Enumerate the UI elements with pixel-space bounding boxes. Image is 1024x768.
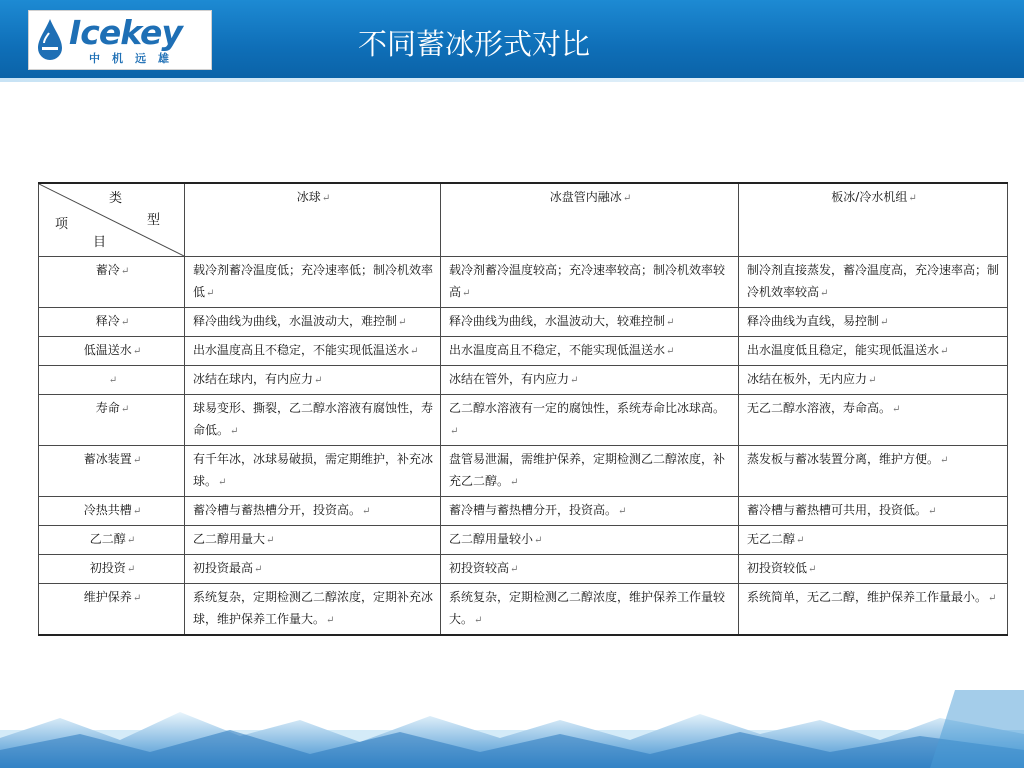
table-cell: 出水温度低且稳定，能实现低温送水↵ <box>739 337 1008 366</box>
table-row <box>39 337 1008 366</box>
table-cell: 释冷曲线为曲线，水温波动大，较难控制↵ <box>441 308 739 337</box>
table-cell: 释冷曲线为直线，易控制↵ <box>739 308 1008 337</box>
table-cell: 系统简单，无乙二醇，维护保养工作量最小。↵ <box>739 584 1008 636</box>
table-cell: 系统复杂，定期检测乙二醇浓度，定期补充冰球，维护保养工作量大。↵ <box>185 584 441 636</box>
column-header: 板冰/冷水机组↵ <box>739 183 1008 257</box>
table-cell: 初投资较高↵ <box>441 555 739 584</box>
column-header: 冰球↵ <box>185 183 441 257</box>
row-item-cell: 维护保养↵ <box>39 584 185 636</box>
table-row <box>39 446 1008 497</box>
table-row <box>39 497 1008 526</box>
table-cell: 无乙二醇↵ <box>739 526 1008 555</box>
table-cell: 乙二醇水溶液有一定的腐蚀性，系统寿命比冰球高。↵ <box>441 395 739 446</box>
diag-label-left: 项 <box>55 217 69 232</box>
page-title <box>0 22 948 63</box>
table-cell: 初投资最高↵ <box>185 555 441 584</box>
table-cell: 初投资较低↵ <box>739 555 1008 584</box>
table-cell: 载冷剂蓄冷温度低；充冷速率低；制冷机效率低↵ <box>185 257 441 308</box>
table-cell: 冰结在管外，有内应力↵ <box>441 366 739 395</box>
table-cell: 冰结在板外，无内应力↵ <box>739 366 1008 395</box>
table-cell: 蒸发板与蓄冰装置分离，维护方便。↵ <box>739 446 1008 497</box>
diag-label-bottom: 目 <box>93 235 107 250</box>
row-item-cell: 乙二醇↵ <box>39 526 185 555</box>
table-cell: 有千年冰，冰球易破损，需定期维护，补充冰球。↵ <box>185 446 441 497</box>
row-item-cell: 低温送水↵ <box>39 337 185 366</box>
logo-wordmark: Icekey <box>69 13 182 52</box>
row-item-cell: 蓄冷↵ <box>39 257 185 308</box>
row-item-cell: 释冷↵ <box>39 308 185 337</box>
diag-label-right: 型 <box>147 213 161 228</box>
table-row <box>39 395 1008 446</box>
table-row <box>39 366 1008 395</box>
table-cell: 蓄冷槽与蓄热槽分开，投资高。↵ <box>441 497 739 526</box>
table-cell: 无乙二醇水溶液，寿命高。↵ <box>739 395 1008 446</box>
table-row <box>39 257 1008 308</box>
table-cell: 出水温度高且不稳定，不能实现低温送水↵ <box>441 337 739 366</box>
header-divider <box>0 78 1024 82</box>
table-cell: 球易变形、撕裂，乙二醇水溶液有腐蚀性，寿命低。↵ <box>185 395 441 446</box>
column-header: 冰盘管内融冰↵ <box>441 183 739 257</box>
page-title-text: 不同蓄冰形式对比 <box>357 27 590 61</box>
table-header-row <box>39 183 1008 257</box>
row-item-cell: 冷热共槽↵ <box>39 497 185 526</box>
table-cell: 载冷剂蓄冷温度较高；充冷速率较高；制冷机效率较高↵ <box>441 257 739 308</box>
row-item-cell: 初投资↵ <box>39 555 185 584</box>
logo-subtext: 中机远雄 <box>89 52 181 65</box>
table-cell: 出水温度高且不稳定，不能实现低温送水↵ <box>185 337 441 366</box>
row-item-cell: ↵ <box>39 366 185 395</box>
comparison-table <box>38 182 1008 636</box>
table-row <box>39 555 1008 584</box>
diag-label-top: 类 <box>109 191 123 206</box>
table-cell: 系统复杂，定期检测乙二醇浓度，维护保养工作量较大。↵ <box>441 584 739 636</box>
table-cell: 盘管易泄漏，需维护保养，定期检测乙二醇浓度，补充乙二醇。↵ <box>441 446 739 497</box>
row-item-cell: 蓄冰装置↵ <box>39 446 185 497</box>
table-cell: 乙二醇用量大↵ <box>185 526 441 555</box>
table-row <box>39 308 1008 337</box>
table-cell: 冰结在球内，有内应力↵ <box>185 366 441 395</box>
table-cell: 释冷曲线为曲线，水温波动大，难控制↵ <box>185 308 441 337</box>
diagonal-header-cell <box>39 183 185 257</box>
table-row <box>39 584 1008 636</box>
table-cell: 蓄冷槽与蓄热槽分开，投资高。↵ <box>185 497 441 526</box>
table-row <box>39 526 1008 555</box>
table-cell: 制冷剂直接蒸发，蓄冷温度高，充冷速率高；制冷机效率较高↵ <box>739 257 1008 308</box>
row-item-cell: 寿命↵ <box>39 395 185 446</box>
table-cell: 蓄冷槽与蓄热槽可共用，投资低。↵ <box>739 497 1008 526</box>
table-cell: 乙二醇用量较小↵ <box>441 526 739 555</box>
ice-footer-graphic <box>0 690 1024 768</box>
